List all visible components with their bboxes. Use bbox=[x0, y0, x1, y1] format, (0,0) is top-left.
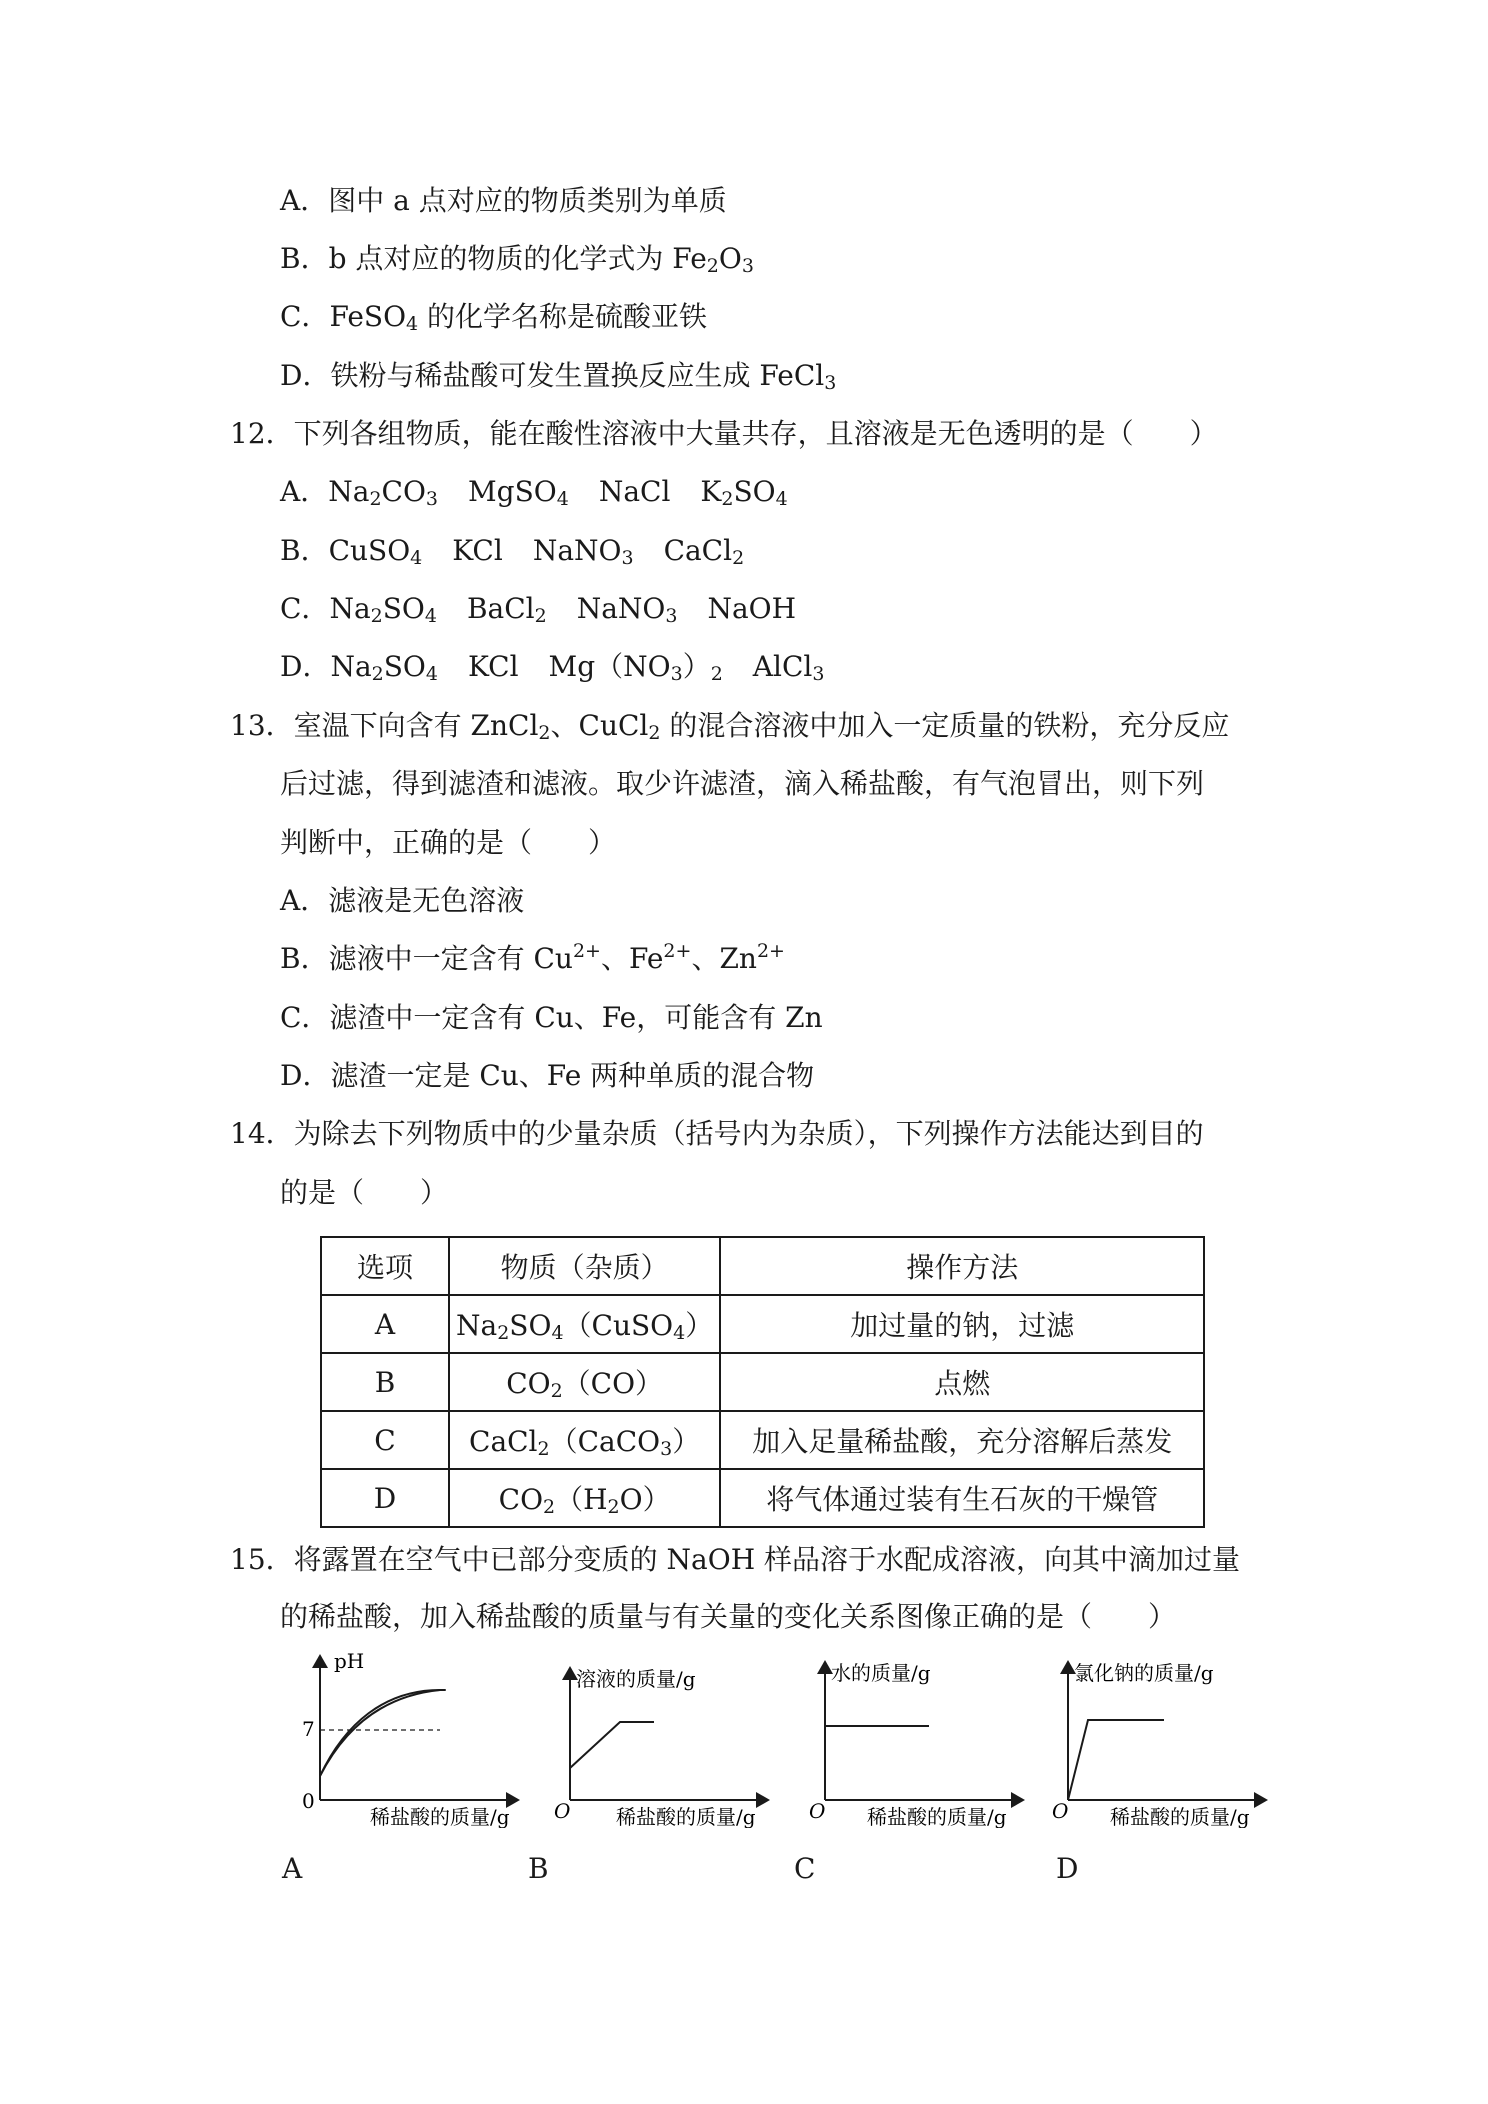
graph-a-curve bbox=[320, 1690, 440, 1776]
header-option: 选项 bbox=[321, 1237, 449, 1295]
q13-option-a: A．滤液是无色溶液 bbox=[280, 884, 525, 917]
graph-d-origin: O bbox=[1052, 1799, 1069, 1823]
graph-c-letter: C bbox=[794, 1852, 816, 1885]
graph-b-origin: O bbox=[554, 1799, 571, 1823]
cell-method: 将气体通过装有生石灰的干燥管 bbox=[720, 1469, 1204, 1527]
q11-option-b: B．b 点对应的物质的化学式为 $Fe_2O_3$ bbox=[280, 242, 754, 277]
table-row bbox=[321, 1295, 1204, 1353]
graph-a-ylabel: pH bbox=[334, 1649, 365, 1673]
q11-option-d: D．铁粉与稀盐酸可发生置换反应生成 FeCl$_3$ bbox=[280, 359, 837, 394]
q15-stem-line2: 的稀盐酸，加入稀盐酸的质量与有关量的变化关系图像正确的是（ ） bbox=[280, 1600, 1177, 1633]
q11-option-c: C．FeSO$_4$ 的化学名称是硫酸亚铁 bbox=[280, 300, 708, 335]
q12-stem: 12．下列各组物质，能在酸性溶液中大量共存，且溶液是无色透明的是（ ） bbox=[230, 417, 1218, 450]
graph-d-ylabel: 氯化钠的质量/g bbox=[1074, 1661, 1214, 1685]
graph-d-letter: D bbox=[1056, 1852, 1079, 1885]
header-substance: 物质（杂质） bbox=[449, 1237, 720, 1295]
table-row bbox=[321, 1469, 1204, 1527]
graph-b-ylabel: 溶液的质量/g bbox=[576, 1667, 696, 1691]
q14-options-table bbox=[320, 1236, 1205, 1528]
q12-option-d: D．$Na_2SO_4$ KCl $Mg(NO_3)_2$ AlCl$_3$ bbox=[280, 650, 825, 685]
graph-c bbox=[805, 1648, 1045, 1828]
graph-b bbox=[550, 1648, 790, 1828]
cell-substance: CaCl$_2$（CaCO$_3$） bbox=[449, 1411, 720, 1469]
q13-stem-line3: 判断中，正确的是（ ） bbox=[280, 826, 617, 859]
graph-a-xlabel: 稀盐酸的质量/g bbox=[370, 1805, 510, 1828]
graph-b-xlabel: 稀盐酸的质量/g bbox=[616, 1805, 756, 1828]
cell-method: 加过量的钠，过滤 bbox=[720, 1295, 1204, 1353]
q14-stem-line2: 的是（ ） bbox=[280, 1176, 449, 1209]
cell-substance: $Na_2SO_4(CuSO_4)$ bbox=[449, 1295, 720, 1353]
cell-method: 加入足量稀盐酸，充分溶解后蒸发 bbox=[720, 1411, 1204, 1469]
q11-option-a: A．图中 a 点对应的物质类别为单质 bbox=[280, 184, 727, 217]
q14-stem-line1: 14．为除去下列物质中的少量杂质（括号内为杂质），下列操作方法能达到目的 bbox=[230, 1117, 1204, 1150]
graph-d-line bbox=[1068, 1720, 1164, 1800]
cell-option: C bbox=[321, 1411, 449, 1469]
q12-option-b: B．CuSO$_4$ KCl NaNO$_3$ CaCl$_2$ bbox=[280, 534, 745, 569]
cell-substance: $CO_2(H_2O)$ bbox=[449, 1469, 720, 1527]
graph-c-origin: O bbox=[809, 1799, 826, 1823]
graph-a-ytick: 7 bbox=[302, 1717, 315, 1741]
q15-stem-line1: 15．将露置在空气中已部分变质的 NaOH 样品溶于水配成溶液，向其中滴加过量 bbox=[230, 1543, 1241, 1576]
q13-stem-line2: 后过滤，得到滤渣和滤液。取少许滤渣，滴入稀盐酸，有气泡冒出，则下列 bbox=[280, 767, 1205, 800]
graph-b-letter: B bbox=[528, 1852, 549, 1885]
q13-stem-line1: 13．室温下向含有 ZnCl$_2$、CuCl$_2$ 的混合溶液中加入一定质量的铁粉，充分反应 bbox=[230, 709, 1230, 744]
cell-substance: $CO_2(CO)$ bbox=[449, 1353, 720, 1411]
cell-method: 点燃 bbox=[720, 1353, 1204, 1411]
graph-d-xlabel: 稀盐酸的质量/g bbox=[1110, 1805, 1250, 1828]
graph-d bbox=[1048, 1648, 1288, 1828]
cell-option: A bbox=[321, 1295, 449, 1353]
cell-option: B bbox=[321, 1353, 449, 1411]
graph-a-letter: A bbox=[282, 1852, 303, 1885]
cell-option: D bbox=[321, 1469, 449, 1527]
q12-option-c: C．$Na_2SO_4$ BaCl$_2$ NaNO$_3$ NaOH bbox=[280, 592, 797, 627]
graph-c-xlabel: 稀盐酸的质量/g bbox=[867, 1805, 1007, 1828]
graph-a bbox=[290, 1648, 530, 1828]
graph-b-line bbox=[570, 1722, 654, 1768]
graph-a-origin: 0 bbox=[302, 1789, 315, 1813]
header-method: 操作方法 bbox=[720, 1237, 1204, 1295]
graph-c-ylabel: 水的质量/g bbox=[831, 1661, 931, 1685]
q13-option-b: B．滤液中一定含有 $Cu^{2+}$、$Fe^{2+}$、$Zn^{2+}$ bbox=[280, 940, 785, 975]
table-row bbox=[321, 1411, 1204, 1469]
q12-option-a: A．$Na_2CO_3$ MgSO$_4$ NaCl $K_2SO_4$ bbox=[280, 475, 788, 510]
table-row bbox=[321, 1353, 1204, 1411]
q13-option-d: D．滤渣一定是 Cu、Fe 两种单质的混合物 bbox=[280, 1059, 815, 1092]
q13-option-c: C．滤渣中一定含有 Cu、Fe，可能含有 Zn bbox=[280, 1001, 823, 1034]
table-header-row bbox=[321, 1237, 1204, 1295]
